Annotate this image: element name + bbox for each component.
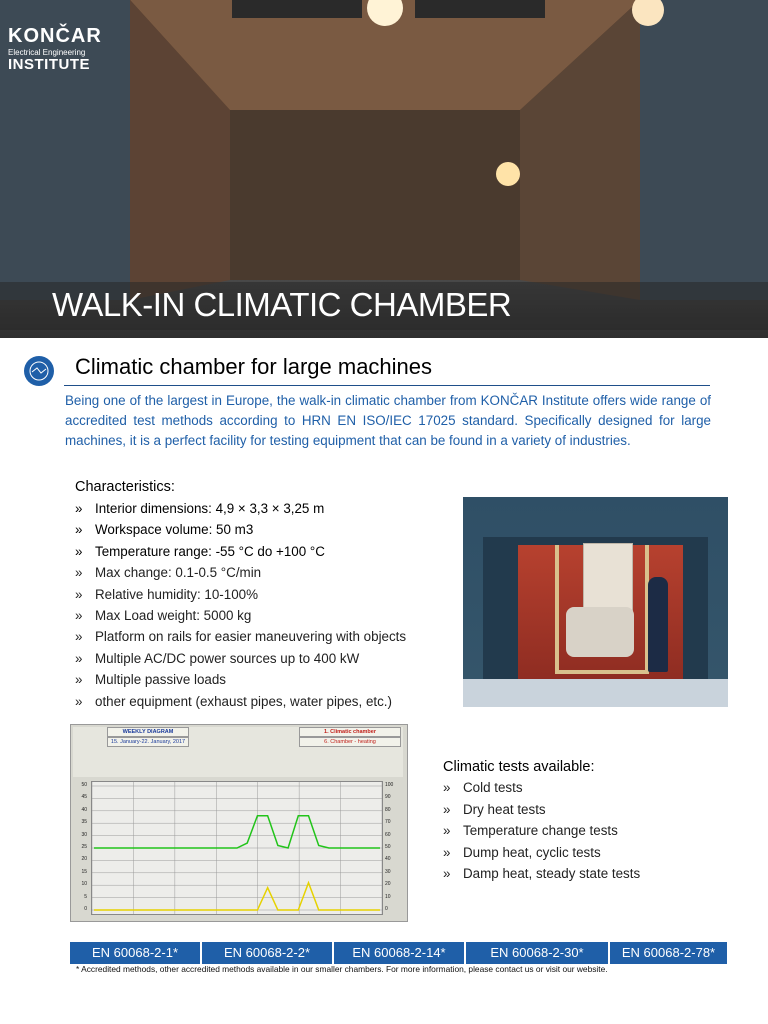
list-item: » Temperature range: -55 °C do +100 °C bbox=[75, 543, 325, 559]
diagram-chamber-label: 1. Climatic chamber bbox=[299, 727, 401, 737]
y-tick-label: 10 bbox=[81, 881, 87, 888]
diagram-plot-area bbox=[91, 781, 383, 915]
diagram-title: WEEKLY DIAGRAM bbox=[107, 727, 189, 737]
footnote: * Accredited methods, other accredited methods available in our smaller chambers. For more information, please contact us or visit our website. bbox=[76, 964, 608, 974]
characteristics-list bbox=[75, 498, 406, 712]
diagram-chart bbox=[92, 782, 382, 914]
y-right-tick-label: 0 bbox=[385, 906, 388, 912]
y-tick-label: 0 bbox=[84, 906, 87, 912]
standards-bar bbox=[70, 942, 727, 964]
y-tick-label: 50 bbox=[81, 782, 87, 788]
y-tick-label: 15 bbox=[81, 868, 87, 875]
list-item: » Multiple passive loads bbox=[75, 672, 226, 688]
standard-badge: EN 60068-2-2* bbox=[202, 942, 334, 964]
tests-heading: Climatic tests available: bbox=[443, 759, 595, 775]
y-right-tick-label: 20 bbox=[385, 881, 391, 888]
y-tick-label: 20 bbox=[81, 856, 87, 863]
section-divider bbox=[64, 385, 710, 386]
standard-badge: EN 60068-2-14* bbox=[334, 942, 466, 964]
chamber-interior-illustration bbox=[0, 0, 768, 300]
standard-badge: EN 60068-2-1* bbox=[70, 942, 202, 964]
list-item: » Relative humidity: 10-100% bbox=[75, 586, 259, 602]
list-item: » Multiple AC/DC power sources up to 400 kW bbox=[75, 650, 360, 666]
intro-paragraph: Being one of the largest in Europe, the walk-in climatic chamber from KONČAR Institute offers wide range of accredited test methods according to HRN EN ISO/IEC 17025 standard. Specifically designed for large machines, it is a perfect facility for testing equipment that can be found in a variety of industries. bbox=[65, 393, 711, 448]
standard-badge: EN 60068-2-78* bbox=[610, 942, 727, 964]
series-line-1 bbox=[94, 883, 380, 910]
list-item: » Max Load weight: 5000 kg bbox=[75, 607, 252, 623]
list-item: » Dump heat, cyclic tests bbox=[443, 844, 601, 860]
tests-list bbox=[443, 777, 640, 885]
list-item: » Platform on rails for easier maneuvering with objects bbox=[75, 629, 407, 645]
y-right-tick-label: 10 bbox=[385, 893, 391, 900]
y-right-tick-label: 40 bbox=[385, 856, 391, 863]
y-tick-label: 25 bbox=[81, 844, 87, 850]
list-item: » Damp heat, steady state tests bbox=[443, 866, 641, 882]
series-line-0 bbox=[94, 816, 380, 848]
characteristics-heading: Characteristics: bbox=[75, 479, 175, 495]
list-item: » Interior dimensions: 4,9 × 3,3 × 3,25 m bbox=[75, 501, 325, 516]
hero-banner bbox=[0, 0, 768, 338]
y-right-tick-label: 80 bbox=[385, 806, 391, 813]
y-tick-label: 40 bbox=[81, 806, 87, 813]
weekly-diagram bbox=[70, 724, 408, 922]
list-item: » Dry heat tests bbox=[443, 801, 546, 817]
globe-icon bbox=[24, 356, 54, 386]
y-right-tick-label: 30 bbox=[385, 868, 391, 875]
list-item: » Cold tests bbox=[443, 780, 523, 795]
y-tick-label: 45 bbox=[81, 794, 87, 801]
y-right-tick-label: 50 bbox=[385, 844, 391, 850]
y-tick-label: 5 bbox=[84, 893, 87, 900]
y-tick-label: 35 bbox=[81, 819, 87, 826]
y-right-tick-label: 60 bbox=[385, 831, 391, 838]
y-right-tick-label: 100 bbox=[385, 782, 394, 788]
y-right-tick-label: 70 bbox=[385, 819, 391, 826]
section-title: Climatic chamber for large machines bbox=[75, 354, 433, 379]
list-item: » Temperature change tests bbox=[443, 823, 618, 839]
standard-badge: EN 60068-2-30* bbox=[466, 942, 610, 964]
y-right-tick-label: 90 bbox=[385, 794, 391, 801]
list-item: » Max change: 0.1-0.5 °C/min bbox=[75, 565, 262, 581]
chamber-photo bbox=[463, 497, 728, 707]
list-item: » Workspace volume: 50 m3 bbox=[75, 522, 254, 538]
diagram-mode-label: 6. Chamber - heating bbox=[299, 737, 401, 747]
list-item: » other equipment (exhaust pipes, water pipes, etc.) bbox=[75, 693, 392, 709]
diagram-date-range: 15. January-22. January, 2017 bbox=[107, 737, 189, 747]
koncar-logo: KONČAR Electrical Engineering INSTITUTE bbox=[8, 25, 102, 73]
y-tick-label: 30 bbox=[81, 831, 87, 838]
hero-title: WALK-IN CLIMATIC CHAMBER bbox=[52, 286, 512, 323]
